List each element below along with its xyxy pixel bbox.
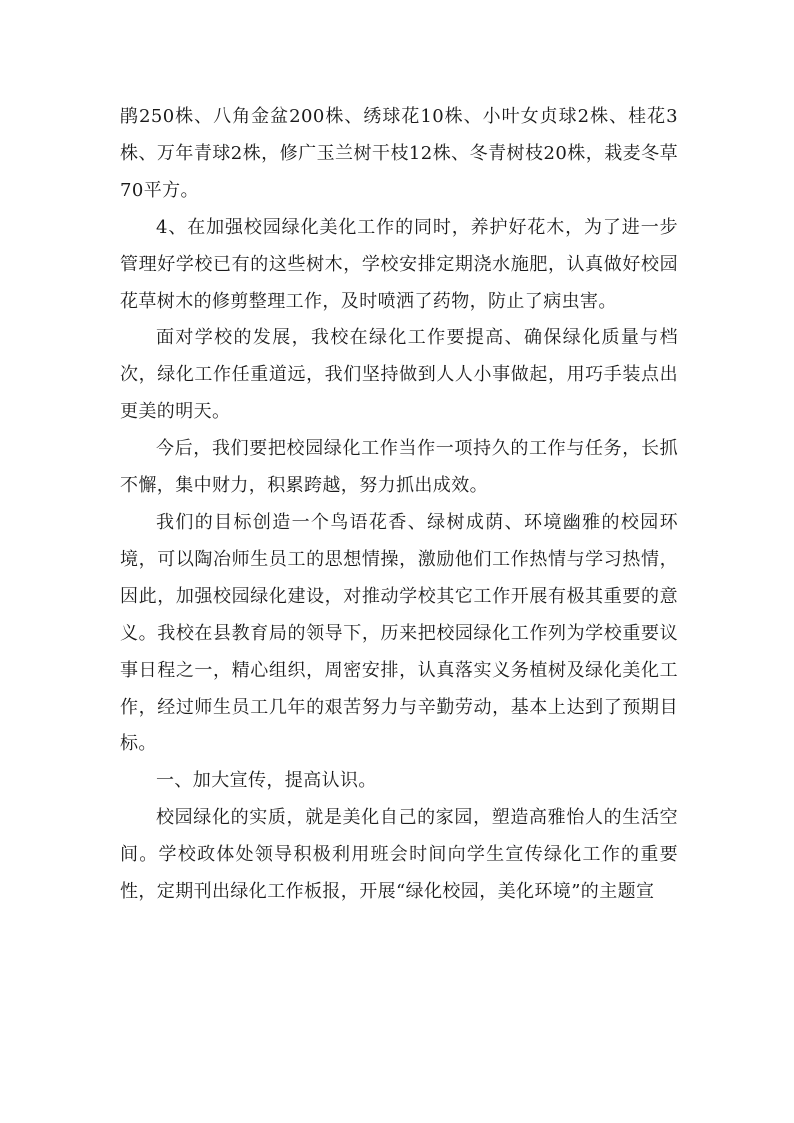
document-body: [120, 99, 678, 911]
paragraph-plant-list-continued: 鹃250株、八角金盆200株、绣球花10株、小叶女贞球2株、桂花3株、万年青球2株，修广玉兰树干枝12株、冬青树枝20株，栽麦冬草70平方。: [120, 106, 678, 201]
paragraph-goals: 我们的目标创造一个鸟语花香、绿树成荫、环境幽雅的校园环境，可以陶冶师生员工的思想情操，激励他们工作热情与学习热情，因此，加强校园绿化建设，对推动学校其它工作开展有极其重要的意义。我校在县教育局的领导下，历来把校园绿化工作列为学校重要议事日程之一，精心组织，周密安排，认真落实义务植树及绿化美化工作，经过师生员工几年的艰苦努力与辛勤劳动，基本上达到了预期目标。: [120, 511, 678, 755]
paragraph-development: 面对学校的发展，我校在绿化工作要提高、确保绿化质量与档次，绿化工作任重道远，我们坚持做到人人小事做起，用巧手装点出更美的明天。: [120, 327, 678, 423]
paragraph-maintenance: 4、在加强校园绿化美化工作的同时，养护好花木，为了进一步管理好学校已有的这些树木，学校安排定期浇水施肥，认真做好校园花草树木的修剪整理工作，及时喷洒了药物，防止了病虫害。: [120, 216, 678, 312]
paragraph-publicity: 校园绿化的实质，就是美化自己的家园，塑造高雅怡人的生活空间。学校政体处领导积极利用班会时间向学生宣传绿化工作的重要性，定期刊出绿化工作板报，开展“绿化校园，美化环境”的主题宣: [120, 807, 678, 903]
paragraph-future-work: 今后，我们要把校园绿化工作当作一项持久的工作与任务，长抓不懈，集中财力，积累跨越，努力抓出成效。: [120, 438, 678, 497]
section-heading-publicity: 一、加大宣传，提高认识。: [156, 770, 377, 792]
